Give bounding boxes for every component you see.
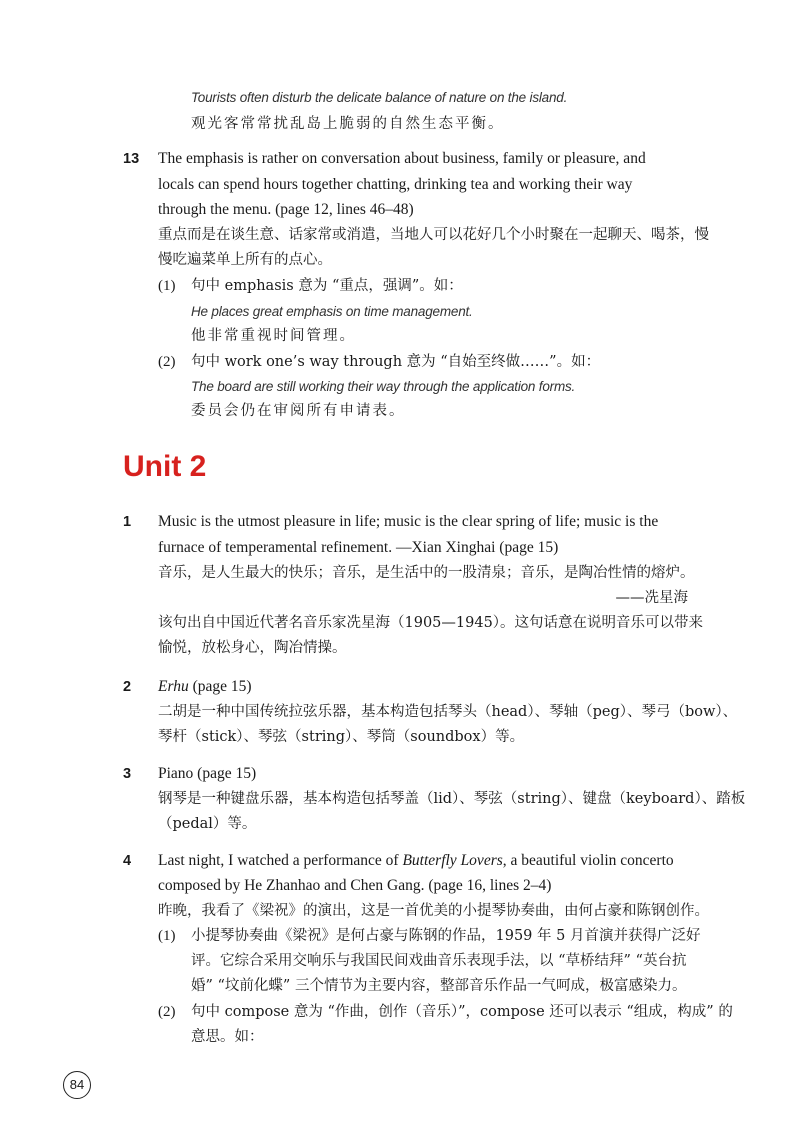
- note-text-line: The emphasis is rather on conversation about business, family or pleasure, and: [158, 150, 646, 167]
- note-text-line: through the menu. (page 12, lines 46–48): [158, 201, 414, 218]
- unit-title: Unit 2: [123, 450, 207, 483]
- item-marker: (1): [158, 278, 176, 294]
- example-sentence-en: He places great emphasis on time management.: [191, 304, 473, 319]
- note-number: 3: [123, 766, 132, 782]
- item-marker: (2): [158, 1004, 176, 1020]
- example-sentence-zh: 他非常重视时间管理。: [191, 328, 356, 344]
- example-sentence-en: Tourists often disturb the delicate balance of nature on the island.: [191, 90, 568, 105]
- note-explanation-line: 二胡是一种中国传统拉弦乐器，基本构造包括琴头（head）、琴轴（peg）、琴弓（bow）、: [158, 704, 738, 720]
- note-text-line: [158, 851, 674, 871]
- item-text: 意思。如：: [191, 1029, 264, 1045]
- note-number: 2: [123, 679, 132, 695]
- work-title: Butterfly Lovers: [402, 852, 503, 869]
- item-text: 句中 work one’s way through 意为 “自始至终做……”。如：: [191, 354, 601, 370]
- note-text-line: furnace of temperamental refinement. —Xian Xinghai (page 15): [158, 539, 559, 556]
- item-text: 评。它综合采用交响乐与我国民间戏曲音乐表现手法，以 “草桥结拜” “英台抗: [191, 953, 687, 969]
- example-sentence-zh: 观光客常常扰乱岛上脆弱的自然生态平衡。: [191, 116, 505, 132]
- item-text: 句中 emphasis 意为 “重点，强调”。如：: [191, 278, 463, 294]
- note-translation-line: 音乐，是人生最大的快乐；音乐，是生活中的一股清泉；音乐，是陶冶性情的熔炉。: [158, 565, 695, 581]
- note-heading: [158, 677, 252, 697]
- note-text-line: composed by He Zhanhao and Chen Gang. (page 16, lines 2–4): [158, 877, 552, 894]
- example-sentence-en: The board are still working their way through the application forms.: [191, 379, 576, 394]
- item-marker: (2): [158, 354, 176, 370]
- page-reference: (page 15): [188, 678, 252, 695]
- note-explanation-line: （pedal）等。: [158, 816, 257, 832]
- note-text-line: locals can spend hours together chatting, drinking tea and working their way: [158, 176, 633, 193]
- text-segment: Last night, I watched a performance of: [158, 852, 403, 869]
- item-text: 小提琴协奏曲《梁祝》是何占豪与陈钢的作品，1959 年 5 月首演并获得广泛好: [191, 928, 701, 944]
- note-number: 1: [123, 514, 132, 530]
- attribution: ——冼星海: [615, 590, 688, 606]
- note-explanation-line: 该句出自中国近代著名音乐家冼星海（1905—1945）。这句话意在说明音乐可以带来: [158, 615, 704, 631]
- note-term: Erhu: [158, 678, 189, 695]
- note-explanation-line: 愉悦，放松身心，陶冶情操。: [158, 640, 347, 656]
- note-heading: Piano (page 15): [158, 765, 257, 782]
- note-explanation-line: 琴杆（stick）、琴弦（string）、琴筒（soundbox）等。: [158, 729, 525, 745]
- note-number: 4: [123, 853, 132, 869]
- text-segment: , a beautiful violin concerto: [502, 852, 674, 869]
- note-translation-line: 昨晚，我看了《梁祝》的演出，这是一首优美的小提琴协奏曲，由何占豪和陈钢创作。: [158, 903, 709, 919]
- note-translation-line: 重点而是在谈生意、话家常或消遣，当地人可以花好几个小时聚在一起聊天、喝茶，慢: [158, 227, 709, 243]
- item-text: 婚” “坟前化蝶” 三个情节为主要内容，整部音乐作品一气呵成，极富感染力。: [191, 978, 687, 994]
- item-text: 句中 compose 意为 “作曲，创作（音乐）”，compose 还可以表示 “组成，构成” 的: [191, 1004, 733, 1020]
- note-translation-line: 慢吃遍菜单上所有的点心。: [158, 252, 332, 268]
- note-text-line: Music is the utmost pleasure in life; music is the clear spring of life; music is the: [158, 513, 659, 530]
- example-sentence-zh: 委员会仍在审阅所有申请表。: [191, 403, 406, 419]
- note-explanation-line: 钢琴是一种键盘乐器，基本构造包括琴盖（lid）、琴弦（string）、键盘（keyboard）、踏板: [158, 791, 746, 807]
- page-number: 84: [63, 1071, 91, 1099]
- item-marker: (1): [158, 928, 176, 944]
- note-number: 13: [123, 151, 140, 167]
